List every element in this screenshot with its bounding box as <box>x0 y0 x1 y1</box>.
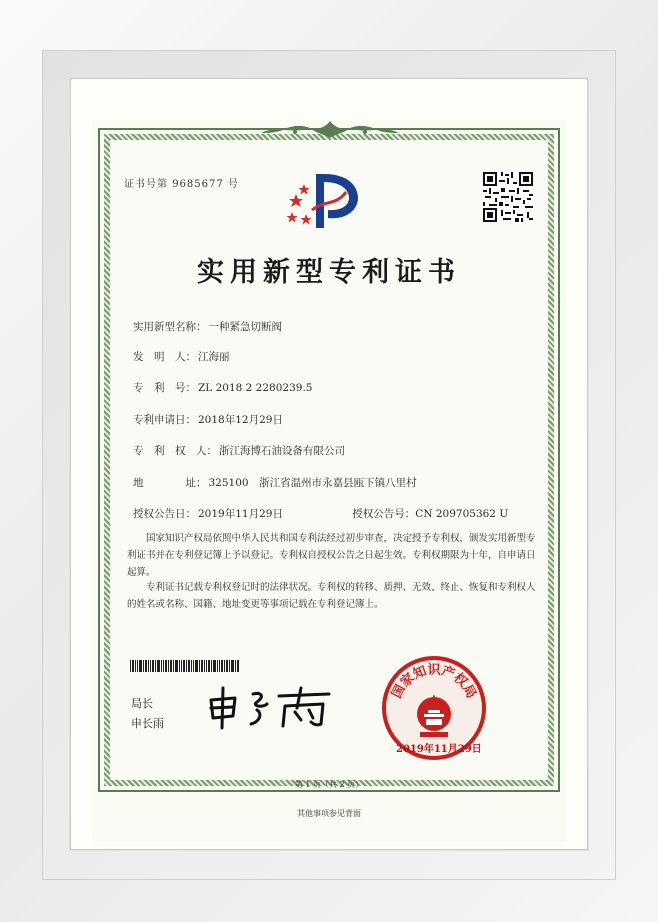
field-patent-number <box>133 380 312 395</box>
legal-status-paragraph: 专利证书记载专利权登记时的法律状况。专利权的转移、质押、无效、终止、恢复和专利权人的姓名或名称、国籍、地址变更等事项记载在专利登记簿上。 <box>127 582 536 610</box>
director-signature <box>205 684 335 730</box>
field-label: 专利申请日： <box>133 414 196 426</box>
field-value: 一种紧急切断阀 <box>208 321 282 333</box>
field-inventor <box>133 349 230 364</box>
field-label: 实用新型名称： <box>133 321 207 333</box>
barcode-icon <box>130 660 240 672</box>
certificate-number-label: 证书号第 <box>124 179 168 190</box>
announcement-number: CN 209705362 U <box>415 508 509 520</box>
field-label: 授权公告日： <box>133 508 196 520</box>
announcement-label: 授权公告号： <box>352 508 416 520</box>
seal-text: 国家知识产权局 <box>389 663 479 701</box>
top-ornament <box>255 118 405 140</box>
field-label: 专 利 号： <box>133 382 196 394</box>
field-application-date <box>133 412 283 427</box>
field-value: 2018年12月29日 <box>198 414 283 426</box>
certificate-number-suffix: 号 <box>227 179 239 190</box>
certificate-number-value: 9685677 <box>172 179 224 190</box>
director-name: 申长雨 <box>131 717 164 730</box>
field-value: ZL 2018 2 2280239.5 <box>198 382 313 394</box>
seal-date: 2019年11月29日 <box>396 744 482 755</box>
certificate-number <box>124 175 239 190</box>
field-label: 地 址： <box>133 477 207 489</box>
field-label: 发 明 人： <box>133 351 196 363</box>
field-grant-date <box>133 506 508 521</box>
qr-code-icon <box>483 172 533 222</box>
field-patentee <box>133 443 345 458</box>
cnipa-logo-icon <box>284 170 362 232</box>
field-value: 325100 浙江省温州市永嘉县瓯下镇八里村 <box>208 477 417 489</box>
field-value: 江海丽 <box>198 351 230 363</box>
field-value: 浙江海博石油设备有限公司 <box>219 445 345 457</box>
field-utility-model-name <box>133 319 282 334</box>
footer-note: 其他事项参见背面 <box>297 809 361 818</box>
director-title: 局长 <box>131 697 153 710</box>
grant-paragraph: 国家知识产权局依照中华人民共和国专利法经过初步审查，决定授予专利权，颁发实用新型专利证书并在专利登记簿上予以登记。专利权自授权公告之日起生效。专利权期限为十年，自申请日起算。 <box>127 533 536 578</box>
page-indicator: 第 1 页（共 2 页） <box>294 780 364 789</box>
field-label: 专 利 权 人： <box>133 445 217 457</box>
field-address <box>133 475 417 490</box>
certificate-title: 实用新型专利证书 <box>197 257 461 288</box>
field-value: 2019年11月29日 <box>198 508 283 520</box>
